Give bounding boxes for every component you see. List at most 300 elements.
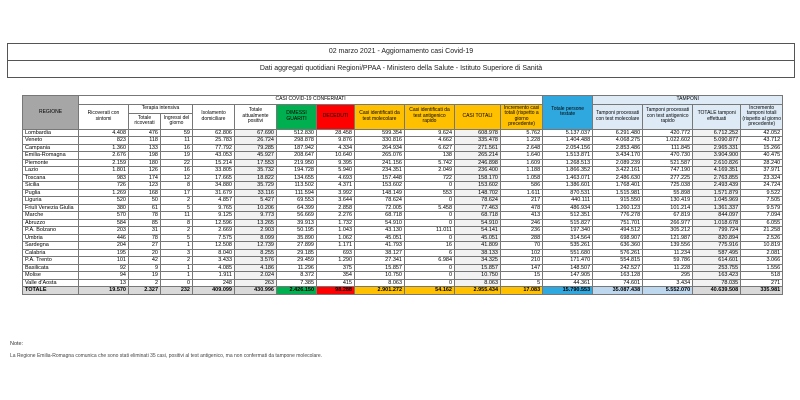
cell: 5.940 — [317, 167, 355, 175]
cell: 130.419 — [643, 197, 693, 205]
cell: 870.531 — [543, 189, 593, 197]
cell: 512.351 — [543, 212, 593, 220]
cell: 844.097 — [693, 212, 741, 220]
cell: 1.188 — [501, 167, 543, 175]
cell: 4.068.275 — [593, 137, 643, 145]
cell: 234.351 — [355, 167, 405, 175]
cell: 2 — [161, 197, 193, 205]
cell: 3.644 — [317, 197, 355, 205]
cell: 12.508 — [193, 242, 235, 250]
cell: 157.448 — [355, 174, 405, 182]
covid-data-table — [22, 95, 783, 295]
cell: 139.556 — [643, 242, 693, 250]
cell: 726 — [79, 182, 129, 190]
cell: 725.038 — [643, 182, 693, 190]
cell: 15.266 — [741, 144, 783, 152]
cell: 2.081 — [741, 249, 783, 257]
cell: 775.916 — [693, 242, 741, 250]
note-block — [10, 341, 322, 359]
cell: 153.602 — [455, 182, 501, 190]
cell: 1.386.601 — [543, 182, 593, 190]
cell: 263 — [235, 279, 277, 287]
cell: 1.609 — [501, 159, 543, 167]
total-cell: 17.083 — [501, 287, 543, 295]
cell: 478 — [501, 204, 543, 212]
cell: 1.513.871 — [543, 152, 593, 160]
cell: 11 — [161, 137, 193, 145]
cell: 21.258 — [741, 227, 783, 235]
cell: 123 — [129, 182, 161, 190]
cell: 586 — [501, 182, 543, 190]
cell: 78 — [129, 212, 161, 220]
cell: 0 — [405, 219, 455, 227]
cell: 2.526 — [741, 234, 783, 242]
cell: 1.022.602 — [643, 137, 693, 145]
cell: 10.640 — [317, 152, 355, 160]
cell: 553 — [405, 189, 455, 197]
cell: 4.085 — [193, 264, 235, 272]
cell: 101.214 — [643, 204, 693, 212]
cell: 9.395 — [317, 159, 355, 167]
cell: 6.627 — [405, 144, 455, 152]
total-cell: 335.981 — [741, 287, 783, 295]
cell: 747.190 — [643, 167, 693, 175]
cell: 39.913 — [277, 219, 317, 227]
cell: 20 — [129, 249, 161, 257]
cell: 25.783 — [193, 137, 235, 145]
cell: 776.278 — [593, 212, 643, 220]
title-line-1: 02 marzo 2021 - Aggiornamento casi Covid-19 — [8, 44, 794, 61]
cell: 9.624 — [405, 129, 455, 137]
region-name: Friuli Venezia Giulia — [23, 204, 79, 212]
cell: 17.665 — [193, 174, 235, 182]
cell: 158.170 — [455, 174, 501, 182]
cell: 799.724 — [693, 227, 741, 235]
cell: 983 — [79, 174, 129, 182]
cell: 4.408 — [79, 129, 129, 137]
cell: 74.601 — [593, 279, 643, 287]
cell: 9.765 — [193, 204, 235, 212]
cell: 330.816 — [355, 137, 405, 145]
table-row — [23, 279, 783, 287]
cell: 16 — [161, 144, 193, 152]
cell: 33.116 — [235, 189, 277, 197]
cell: 521.587 — [643, 159, 693, 167]
cell: 6.712.252 — [693, 129, 741, 137]
cell: 1.260.123 — [593, 204, 643, 212]
cell: 34.880 — [193, 182, 235, 190]
table-row — [23, 152, 783, 160]
cell: 126 — [129, 167, 161, 175]
region-name: Calabria — [23, 249, 79, 257]
col-header-persone-testate: Totale persone testate — [543, 96, 593, 130]
cell: 3.904.900 — [693, 152, 741, 160]
cell: 77.463 — [455, 204, 501, 212]
cell: 29.459 — [277, 257, 317, 265]
cell: 68.718 — [355, 212, 405, 220]
cell: 698.907 — [593, 234, 643, 242]
total-cell: 40.639.508 — [693, 287, 741, 295]
cell: 27 — [129, 242, 161, 250]
cell: 608.978 — [455, 129, 501, 137]
col-header-tamponi-molecolare: Tamponi processati con test molecolare — [593, 104, 643, 129]
total-cell: 98.288 — [317, 287, 355, 295]
cell: 4.857 — [193, 197, 235, 205]
region-name: Lazio — [23, 167, 79, 175]
cell: 277.225 — [643, 174, 693, 182]
col-header-ricoverati: Ricoverati con sintomi — [79, 104, 129, 129]
cell: 2.853.486 — [593, 144, 643, 152]
cell: 2.648 — [501, 144, 543, 152]
cell: 599.354 — [355, 129, 405, 137]
col-header-incremento-casi: Incremento casi totali (rispetto a giorno precedente) — [501, 104, 543, 129]
cell: 61 — [129, 204, 161, 212]
cell: 1.361.337 — [693, 204, 741, 212]
cell: 4.186 — [235, 264, 277, 272]
cell: 17 — [161, 189, 193, 197]
cell: 8.063 — [355, 279, 405, 287]
cell: 614.601 — [693, 257, 741, 265]
cell: 171.470 — [543, 257, 593, 265]
cell: 1.360 — [79, 144, 129, 152]
cell: 219.950 — [277, 159, 317, 167]
cell: 22 — [161, 159, 193, 167]
cell: 4.662 — [405, 137, 455, 145]
table-row — [23, 227, 783, 235]
col-header-casi-antigenico: Casi identificati da test antigenico rapido — [405, 104, 455, 129]
cell: 0 — [405, 182, 455, 190]
table-row — [23, 212, 783, 220]
region-name: Campania — [23, 144, 79, 152]
table-row — [23, 182, 783, 190]
total-cell: 35.087.438 — [593, 287, 643, 295]
cell: 820.894 — [693, 234, 741, 242]
cell: 2.089.239 — [593, 159, 643, 167]
cell: 54.141 — [455, 227, 501, 235]
cell: 476 — [129, 129, 161, 137]
table-row — [23, 264, 783, 272]
cell: 41.809 — [455, 242, 501, 250]
cell: 415 — [317, 279, 355, 287]
cell: 314.564 — [543, 234, 593, 242]
total-label: TOTALE — [23, 287, 79, 295]
note-text: La Regione Emilia-Romagna comunica che sono stati eliminati 35 casi, positivi al test antigenico, ma non confermati da tampone molecolare. — [10, 353, 323, 359]
cell: 55.898 — [643, 189, 693, 197]
cell: 10.819 — [741, 242, 783, 250]
cell: 248 — [193, 279, 235, 287]
cell: 265.076 — [355, 152, 405, 160]
cell: 35.729 — [235, 182, 277, 190]
col-header-tamponi-antigenico: Tamponi processati con test antigenico rapido — [643, 104, 693, 129]
cell: 208.647 — [277, 152, 317, 160]
cell: 31.679 — [193, 189, 235, 197]
cell: 111.845 — [643, 144, 693, 152]
total-cell: 2.955.434 — [455, 287, 501, 295]
cell: 12.596 — [193, 219, 235, 227]
cell: 6 — [405, 249, 455, 257]
cell: 288 — [501, 234, 543, 242]
cell: 518 — [741, 272, 783, 280]
cell: 41.793 — [355, 242, 405, 250]
cell: 54.910 — [355, 219, 405, 227]
cell: 515.827 — [543, 219, 593, 227]
cell: 35.732 — [235, 167, 277, 175]
table-row — [23, 129, 783, 137]
cell: 494.512 — [593, 227, 643, 235]
cell: 28.458 — [317, 129, 355, 137]
cell: 34.325 — [455, 257, 501, 265]
cell: 59 — [161, 129, 193, 137]
cell: 203 — [79, 227, 129, 235]
cell: 148.149 — [355, 189, 405, 197]
cell: 59.786 — [643, 257, 693, 265]
cell: 29.185 — [277, 249, 317, 257]
cell: 915.550 — [593, 197, 643, 205]
cell: 335.478 — [455, 137, 501, 145]
cell: 72.005 — [355, 204, 405, 212]
group-header-confermati: CASI COVID-19 CONFERMATI — [79, 96, 543, 105]
cell: 197.340 — [543, 227, 593, 235]
table-row — [23, 144, 783, 152]
cell: 6.055 — [741, 219, 783, 227]
group-header-tamponi: TAMPONI — [593, 96, 783, 105]
cell: 2.676 — [79, 152, 129, 160]
cell: 1.290 — [317, 257, 355, 265]
table-row — [23, 234, 783, 242]
region-name: Sardegna — [23, 242, 79, 250]
cell: 180 — [129, 159, 161, 167]
cell: 1.171 — [317, 242, 355, 250]
cell: 187.942 — [277, 144, 317, 152]
note-title: Note: — [10, 341, 24, 347]
cell: 12.739 — [235, 242, 277, 250]
region-name: Valle d'Aosta — [23, 279, 79, 287]
cell: 1.515.981 — [593, 189, 643, 197]
cell: 10.750 — [355, 272, 405, 280]
cell: 2.858 — [317, 204, 355, 212]
cell: 1.018.678 — [693, 219, 741, 227]
cell: 2.276 — [317, 212, 355, 220]
cell: 1.062 — [317, 234, 355, 242]
cell: 8.063 — [455, 279, 501, 287]
cell: 79.285 — [235, 144, 277, 152]
cell: 16 — [405, 242, 455, 250]
cell: 15.857 — [455, 264, 501, 272]
cell: 2.054.156 — [543, 144, 593, 152]
cell: 5 — [501, 279, 543, 287]
cell: 7.094 — [741, 212, 783, 220]
cell: 236.400 — [455, 167, 501, 175]
cell: 512.830 — [277, 129, 317, 137]
cell: 3.576 — [235, 257, 277, 265]
cell: 0 — [405, 272, 455, 280]
cell: 40.475 — [741, 152, 783, 160]
cell: 148.507 — [543, 264, 593, 272]
cell: 246.898 — [455, 159, 501, 167]
cell: 26.724 — [235, 137, 277, 145]
cell: 246 — [501, 219, 543, 227]
cell: 43.712 — [741, 137, 783, 145]
cell: 242.527 — [593, 264, 643, 272]
cell: 13 — [79, 279, 129, 287]
region-name: Basilicata — [23, 264, 79, 272]
cell: 5.137.037 — [543, 129, 593, 137]
cell: 413 — [501, 212, 543, 220]
cell: 16 — [161, 167, 193, 175]
region-name: Marche — [23, 212, 79, 220]
cell: 78.624 — [455, 197, 501, 205]
total-cell: 232 — [161, 287, 193, 295]
cell: 2.024 — [235, 272, 277, 280]
cell: 1.043 — [317, 227, 355, 235]
cell: 133 — [129, 144, 161, 152]
cell: 0 — [405, 264, 455, 272]
cell: 271.561 — [455, 144, 501, 152]
cell: 236 — [501, 227, 543, 235]
cell: 1.463.071 — [543, 174, 593, 182]
table-row — [23, 137, 783, 145]
cell: 19 — [129, 272, 161, 280]
table-row — [23, 204, 783, 212]
cell: 298.878 — [277, 137, 317, 145]
cell: 3.433 — [193, 257, 235, 265]
cell: 67.690 — [235, 129, 277, 137]
cell: 5.742 — [405, 159, 455, 167]
cell: 38.127 — [355, 249, 405, 257]
cell: 722 — [405, 174, 455, 182]
table-row — [23, 272, 783, 280]
cell: 7.385 — [277, 279, 317, 287]
cell: 101 — [79, 257, 129, 265]
cell: 50 — [129, 197, 161, 205]
cell: 3.434.170 — [593, 152, 643, 160]
cell: 43.053 — [193, 152, 235, 160]
group-header-terapia-intensiva: Terapia intensiva — [129, 104, 193, 113]
region-name: Veneto — [23, 137, 79, 145]
cell: 554.815 — [593, 257, 643, 265]
cell: 138 — [405, 152, 455, 160]
table-row — [23, 242, 783, 250]
cell: 174 — [129, 174, 161, 182]
cell: 163.128 — [593, 272, 643, 280]
title-line-2: Dati aggregati quotidiani Regioni/PPAA - Ministero della Salute - Istituto Superiore di Sanità — [8, 61, 794, 78]
cell: 9.125 — [193, 212, 235, 220]
cell: 266.977 — [643, 219, 693, 227]
col-header-incremento-tamponi: Incremento tamponi totali (rispetto al giorno precedente) — [742, 104, 781, 127]
cell: 11 — [161, 212, 193, 220]
table-row — [23, 219, 783, 227]
cell: 217 — [501, 197, 543, 205]
region-name: P.A. Trento — [23, 257, 79, 265]
region-name: Emilia-Romagna — [23, 152, 79, 160]
total-cell: 2.901.272 — [355, 287, 405, 295]
cell: 50.195 — [277, 227, 317, 235]
cell: 13.265 — [235, 219, 277, 227]
cell: 153.602 — [355, 182, 405, 190]
total-cell: 2.426.150 — [277, 287, 317, 295]
cell: 576.261 — [593, 249, 643, 257]
region-name: Puglia — [23, 189, 79, 197]
total-cell: 54.162 — [405, 287, 455, 295]
cell: 2.486.630 — [593, 174, 643, 182]
table-row — [23, 159, 783, 167]
cell: 15 — [501, 272, 543, 280]
cell: 148.702 — [455, 189, 501, 197]
cell: 70 — [501, 242, 543, 250]
region-name: Abruzzo — [23, 219, 79, 227]
cell: 3.422.161 — [593, 167, 643, 175]
cell: 1.045.969 — [693, 197, 741, 205]
cell: 44.361 — [543, 279, 593, 287]
table-row — [23, 174, 783, 182]
cell: 19 — [161, 152, 193, 160]
cell: 751.701 — [593, 219, 643, 227]
cell: 62.806 — [193, 129, 235, 137]
cell: 11.234 — [643, 249, 693, 257]
cell: 85 — [129, 219, 161, 227]
cell: 2.903 — [235, 227, 277, 235]
cell: 823 — [79, 137, 129, 145]
cell: 113.502 — [277, 182, 317, 190]
cell: 10.206 — [235, 204, 277, 212]
cell: 2.610.826 — [693, 159, 741, 167]
cell: 693 — [317, 249, 355, 257]
cell: 265.214 — [455, 152, 501, 160]
cell: 0 — [405, 197, 455, 205]
total-cell: 5.552.070 — [643, 287, 693, 295]
cell: 198 — [129, 152, 161, 160]
cell: 1.269 — [79, 189, 129, 197]
cell: 94 — [79, 272, 129, 280]
cell: 4.169.351 — [693, 167, 741, 175]
cell: 38.133 — [455, 249, 501, 257]
cell: 42.052 — [741, 129, 783, 137]
col-header-ti-ingressi: Ingressi del giorno — [161, 113, 193, 129]
cell: 1.640 — [501, 152, 543, 160]
cell: 1 — [161, 264, 193, 272]
cell: 1.866.352 — [543, 167, 593, 175]
cell: 1.911 — [193, 272, 235, 280]
cell: 54.910 — [455, 219, 501, 227]
cell: 420.772 — [643, 129, 693, 137]
total-cell: 15.790.553 — [543, 287, 593, 295]
cell: 0 — [161, 279, 193, 287]
cell: 1.768.401 — [593, 182, 643, 190]
cell: 5.090.877 — [693, 137, 741, 145]
cell: 35.890 — [277, 234, 317, 242]
cell: 305.212 — [643, 227, 693, 235]
cell: 78.624 — [355, 197, 405, 205]
cell: 1 — [161, 272, 193, 280]
col-header-positivi: Totale attualmente positivi — [235, 104, 277, 129]
cell: 551.680 — [543, 249, 593, 257]
cell: 5.427 — [235, 197, 277, 205]
cell: 9.876 — [317, 137, 355, 145]
cell: 45.051 — [355, 234, 405, 242]
cell: 6.984 — [405, 257, 455, 265]
cell: 11.296 — [277, 264, 317, 272]
cell: 241.156 — [355, 159, 405, 167]
cell: 121.987 — [643, 234, 693, 242]
region-name: Molise — [23, 272, 79, 280]
cell: 7.575 — [193, 234, 235, 242]
cell: 636.360 — [593, 242, 643, 250]
cell: 1.228 — [501, 137, 543, 145]
cell: 440.111 — [543, 197, 593, 205]
cell: 1.058 — [501, 174, 543, 182]
col-header-casi-molecolare: Casi identificati da test molecolare — [355, 104, 405, 129]
cell: 354 — [317, 272, 355, 280]
